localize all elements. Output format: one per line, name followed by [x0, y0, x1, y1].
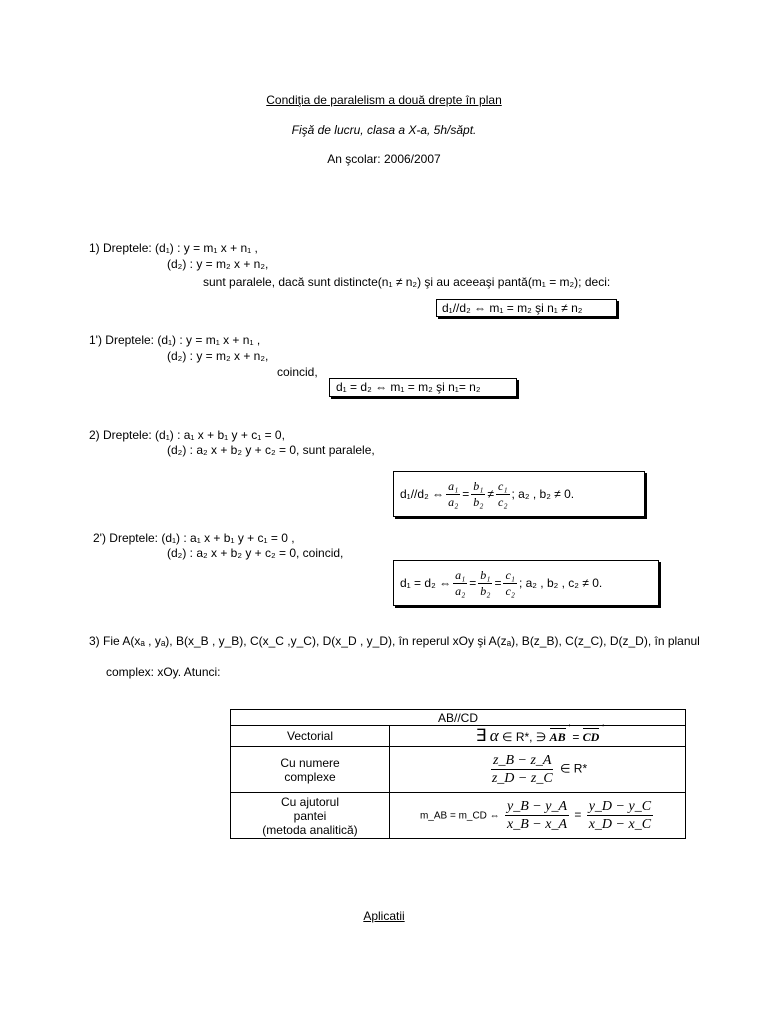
row-complex-formula	[390, 747, 686, 793]
vector-cd: CD →	[583, 730, 600, 745]
table-header: AB//CD	[231, 710, 686, 726]
in-r-star: ∈ R*, ∋	[502, 730, 547, 744]
s2p-c1: c₁	[505, 567, 515, 582]
s2p-a2: a₂	[455, 583, 466, 598]
s1-formula-box	[436, 299, 617, 317]
row-vectorial-label: Vectorial	[231, 726, 390, 747]
s2p-c2: c₂	[505, 583, 515, 598]
s2p-line1: 2') Dreptele: (d₁) : a₁ x + b₁ y + c₁ = 0 ,	[93, 531, 295, 545]
alpha-symbol: α	[489, 726, 499, 745]
row-slope-label-2: pantei	[293, 808, 327, 823]
s2-a2: a₂	[448, 494, 459, 509]
s1-line2: (d₂) : y = m₂ x + n₂,	[167, 257, 269, 271]
table-row	[231, 726, 686, 747]
table-row	[231, 747, 686, 793]
s1-formula: d₁//d₂ ⇔ m₁ = m₂ şi n₁ ≠ n₂	[442, 301, 583, 315]
slope-lhs: m_AB = m_CD ⇔	[419, 810, 500, 822]
s2p-line2: (d₂) : a₂ x + b₂ y + c₂ = 0, coincid,	[167, 546, 344, 560]
row-complex-label-1: Cu numere	[280, 755, 340, 770]
row-slope-formula	[390, 793, 686, 839]
s2p-formula-rhs: ; a₂ , b₂ , c₂ ≠ 0.	[518, 576, 603, 590]
s1p-formula-box	[329, 378, 517, 397]
s2-c2: c₂	[498, 494, 508, 509]
slope-den1: x_B − x_A	[507, 817, 568, 832]
vector-ab: AB →	[550, 730, 566, 745]
s1p-line2: (d₂) : y = m₂ x + n₂,	[167, 349, 269, 363]
s2p-formula-lhs: d₁ = d₂ ⇔	[400, 576, 452, 590]
slope-num2: y_D − y_C	[588, 799, 652, 814]
parallel-conditions-table	[230, 709, 686, 839]
s1p-line3: coincid,	[277, 365, 318, 379]
complex-fraction	[490, 752, 555, 787]
s2-frac-a	[446, 479, 460, 510]
s2-line1: 2) Dreptele: (d₁) : a₁ x + b₁ y + c₁ = 0,	[89, 428, 285, 442]
s3-line1: 3) Fie A(xₐ , yₐ), B(x_B , y_B), C(x_C ,y_C), D(x_D , y_D), în reperul xOy şi A(zₐ), B(z_B), C(z_C), D(z_D), în planul	[89, 634, 700, 648]
slope-fraction-1	[505, 798, 569, 833]
complex-tail: ∈ R*	[560, 761, 588, 776]
row-slope-label-3: (metoda analitică)	[262, 822, 358, 837]
s2p-frac-a	[453, 568, 467, 599]
s2p-frac-c	[503, 568, 517, 599]
s2-c1: c₁	[498, 478, 508, 493]
s1p-formula: d₁ = d₂ ⇔ m₁ = m₂ şi n₁= n₂	[336, 380, 481, 394]
s2-formula-lhs: d₁//d₂ ⇔	[400, 487, 445, 501]
s3-line2: complex: xOy. Atunci:	[106, 665, 221, 679]
slope-eq: =	[574, 807, 582, 822]
page-title: Condiţia de paralelism a două drepte în plan	[266, 93, 502, 107]
s1p-line1: 1') Dreptele: (d₁) : y = m₁ x + n₁ ,	[89, 333, 261, 347]
s2-a1: a₁	[448, 478, 459, 493]
s2-formula-rhs: ; a₂ , b₂ ≠ 0.	[511, 487, 575, 501]
slope-fraction-2	[587, 798, 653, 833]
s2p-formula-box	[393, 560, 659, 606]
vec-eq: =	[572, 730, 580, 744]
s2-frac-c	[496, 479, 510, 510]
complex-num: z_B − z_A	[493, 753, 552, 768]
s2-frac-b	[471, 479, 485, 510]
s2-formula-box	[393, 471, 645, 517]
slope-den2: x_D − x_C	[588, 817, 652, 832]
worksheet-subtitle: Fişă de lucru, clasa a X-a, 5h/săpt.	[291, 123, 477, 137]
s2p-b1: b₁	[480, 567, 491, 582]
s1-line3: sunt paralele, dacă sunt distincte(n₁ ≠ n₂) şi au aceeaşi pantă(m₁ = m₂); deci:	[203, 275, 611, 289]
s1-line1: 1) Dreptele: (d₁) : y = m₁ x + n₁ ,	[89, 241, 258, 255]
row-complex-label-2: complexe	[284, 769, 336, 784]
aplicatii-heading: Aplicatii	[363, 909, 405, 923]
s2p-b2: b₂	[480, 583, 491, 598]
s2p-a1: a₁	[455, 567, 466, 582]
s2p-frac-b	[478, 568, 492, 599]
row-slope-label	[231, 793, 390, 839]
row-complex-label	[231, 747, 390, 793]
row-slope-label-1: Cu ajutorul	[280, 794, 340, 809]
s2-eq: =	[462, 487, 470, 501]
s2-neq: ≠	[487, 487, 495, 501]
exists-symbol: ∃	[475, 726, 487, 745]
s2p-eq2: =	[494, 576, 502, 590]
complex-den: z_D − z_C	[491, 771, 553, 786]
table-row	[231, 793, 686, 839]
school-year: An şcolar: 2006/2007	[327, 152, 441, 166]
s2p-eq1: =	[469, 576, 477, 590]
s2-b1: b₁	[473, 478, 484, 493]
slope-num1: y_B − y_A	[507, 799, 568, 814]
row-vectorial-formula	[390, 726, 686, 747]
s2-b2: b₂	[473, 494, 484, 509]
s2-line2: (d₂) : a₂ x + b₂ y + c₂ = 0, sunt paralele,	[167, 443, 375, 457]
